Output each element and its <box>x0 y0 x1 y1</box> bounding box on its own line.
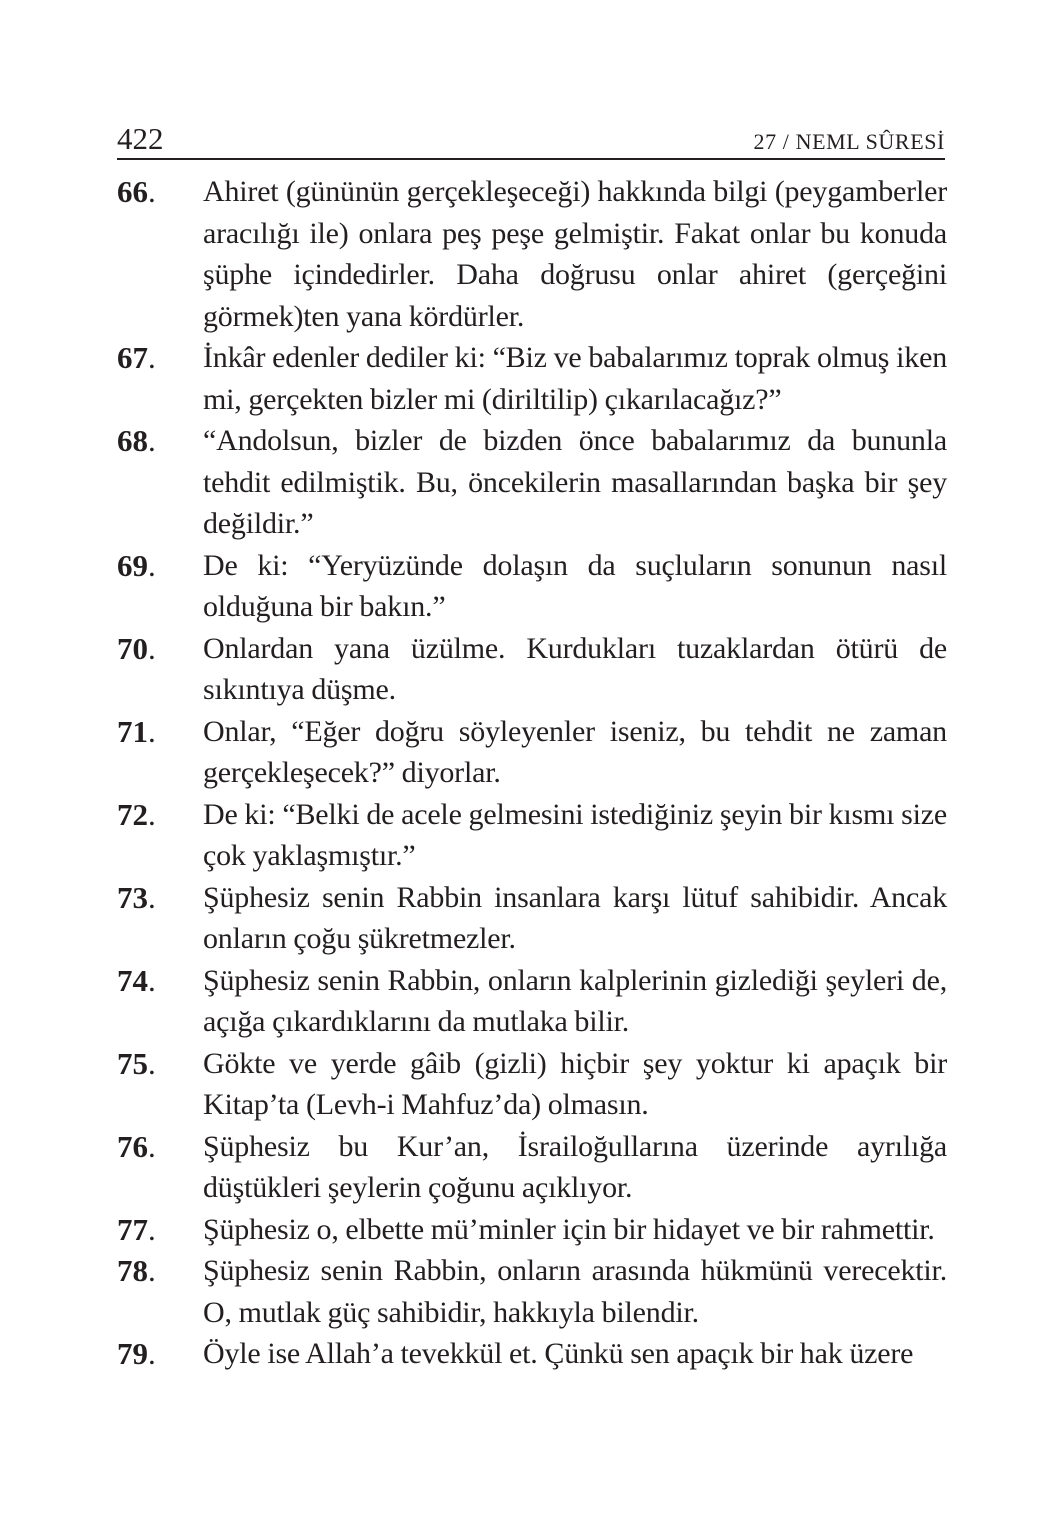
verse-number: 66. <box>117 174 156 209</box>
page-header <box>117 118 945 160</box>
verse-text: “Andolsun, bizler de bizden önce babalarımız da bununla tehdit edilmiştik. Bu, öncekilerin masallarından başka bir şey değildir.” <box>203 424 947 540</box>
page-number: 422 <box>117 121 164 156</box>
verse-72 <box>117 794 947 877</box>
verse-71 <box>117 711 947 794</box>
verse-69 <box>117 545 947 628</box>
verse-70 <box>117 628 947 711</box>
verse-74 <box>117 960 947 1043</box>
verse-text: Onlardan yana üzülme. Kurdukları tuzaklardan ötürü de sıkıntıya düşme. <box>203 631 947 706</box>
verse-66 <box>117 171 947 337</box>
verse-number: 68. <box>117 423 156 458</box>
verse-number: 77. <box>117 1211 156 1247</box>
verse-number: 79. <box>117 1336 156 1371</box>
running-title: 27 / NEML SÛRESİ <box>753 129 945 154</box>
verse-67 <box>117 337 947 420</box>
verse-list <box>117 171 947 1375</box>
verse-73 <box>117 877 947 960</box>
verse-number: 71. <box>117 713 156 749</box>
verse-text: Onlar, “Eğer doğru söyleyenler iseniz, bu tehdit ne zaman gerçekleşecek?” diyorlar. <box>203 714 947 789</box>
verse-text: İnkâr edenler dediler ki: “Biz ve babalarımız toprak olmuş iken mi, gerçekten bizler mi (diriltilip) çıkarılacağız?” <box>203 341 947 416</box>
verse-number: 69. <box>117 547 156 583</box>
verse-text: Şüphesiz o, elbette mü’minler için bir hidayet ve bir rahmettir. <box>203 1212 935 1246</box>
verse-number: 75. <box>117 1045 156 1081</box>
verse-number: 67. <box>117 340 156 375</box>
verse-number: 72. <box>117 796 156 832</box>
verse-text: Öyle ise Allah’a tevekkül et. Çünkü sen apaçık bir hak üzere <box>203 1337 914 1370</box>
verse-text: De ki: “Belki de acele gelmesini istediğiniz şeyin bir kısmı size çok yaklaşmıştır.” <box>203 797 947 872</box>
verse-text: Ahiret (gününün gerçekleşeceği) hakkında bilgi (peygamberler aracılığı ile) onlara peş peşe gelmiştir. Fakat onlar bu konuda şüphe içindedirler. Daha doğrusu onlar ahiret (gerçeğini görmek)ten yana kördürler. <box>203 175 947 333</box>
verse-text: Şüphesiz senin Rabbin, onların kalplerinin gizlediği şeyleri de, açığa çıkardıklarını da mutlaka bilir. <box>203 963 947 1038</box>
verse-text: Gökte ve yerde gâib (gizli) hiçbir şey yoktur ki apaçık bir Kitap’ta (Levh-i Mahfuz’da) olmasın. <box>203 1046 947 1121</box>
verse-number: 78. <box>117 1253 156 1288</box>
verse-text: Şüphesiz senin Rabbin insanlara karşı lütuf sahibidir. Ancak onların çoğu şükretmezler. <box>203 880 947 955</box>
verse-68 <box>117 420 947 545</box>
verse-text: Şüphesiz bu Kur’an, İsrailoğullarına üzerinde ayrılığa düştükleri şeylerin çoğunu açıklıyor. <box>203 1129 947 1204</box>
verse-79 <box>117 1333 947 1375</box>
verse-number: 76. <box>117 1128 156 1164</box>
verse-75 <box>117 1043 947 1126</box>
verse-text: Şüphesiz senin Rabbin, onların arasında hükmünü verecektir. O, mutlak güç sahibidir, hakkıyla bilendir. <box>203 1254 947 1329</box>
verse-number: 70. <box>117 630 156 666</box>
verse-number: 74. <box>117 962 156 998</box>
verse-number: 73. <box>117 879 156 915</box>
verse-77 <box>117 1209 947 1251</box>
verse-78 <box>117 1250 947 1333</box>
verse-text: De ki: “Yeryüzünde dolaşın da suçluların sonunun nasıl olduğuna bir bakın.” <box>203 548 947 623</box>
verse-76 <box>117 1126 947 1209</box>
